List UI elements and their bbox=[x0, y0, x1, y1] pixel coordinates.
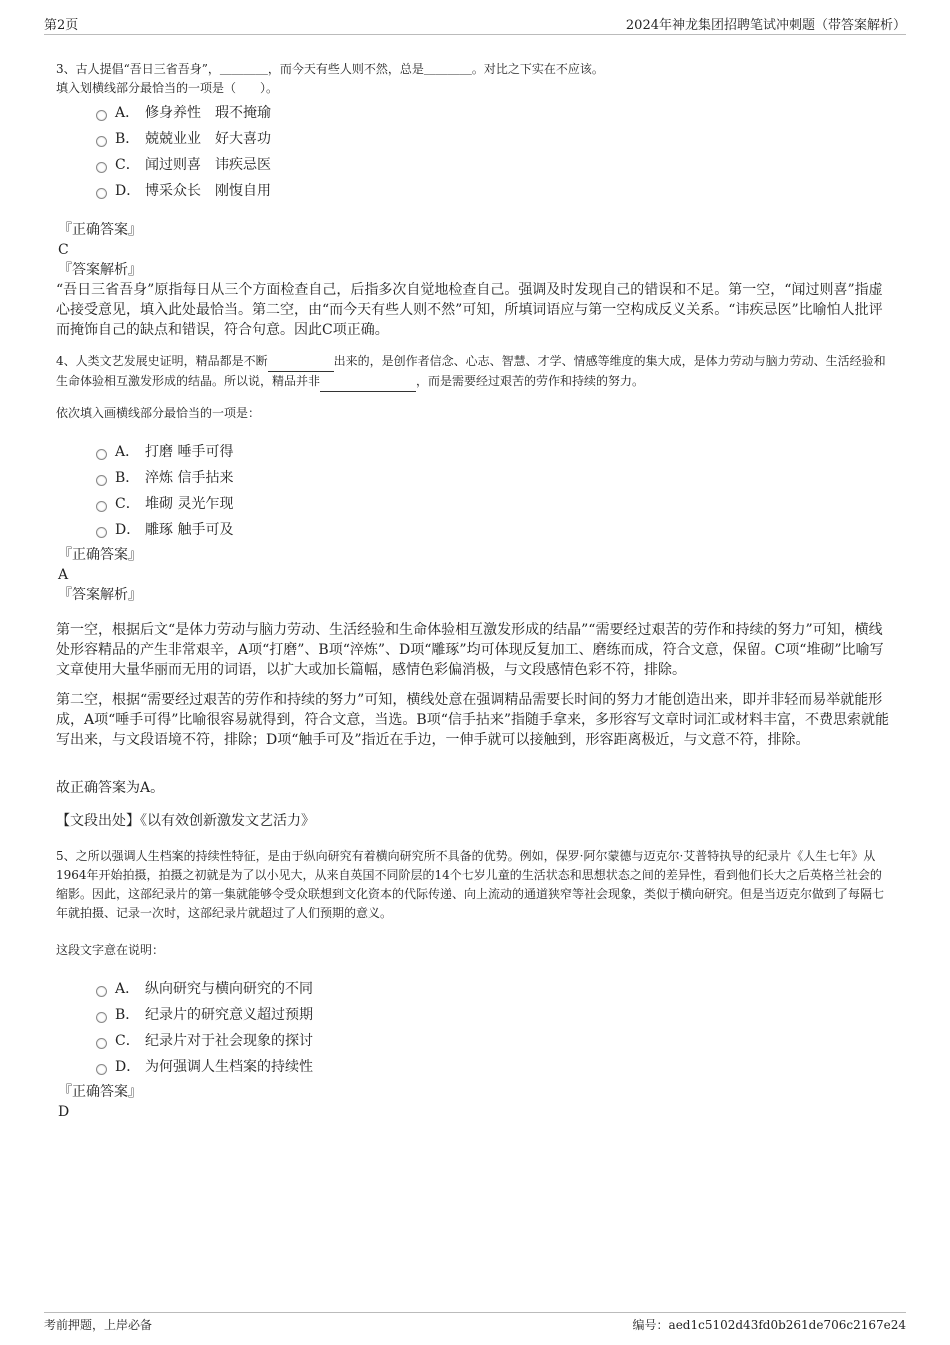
q3-explanation: “吾日三省吾身”原指每日从三个方面检查自己，后指多次自觉地检查自己。强调及时发现自己的错误和不足。第一空，“闻过则喜”指虚心接受意见，填入此处最恰当。第二空，由“而今天有些人则不然”可知，所填词语应与第一空构成反义关系。“讳疾忌医”比喻怕人批评而掩饰自己的缺点和错误，符合句意。因此C项正确。 bbox=[56, 282, 883, 338]
q4-stem-part1: 4、人类文艺发展史证明，精品都是不断 bbox=[56, 354, 268, 368]
option-letter: D． bbox=[115, 183, 141, 199]
radio-icon[interactable] bbox=[96, 475, 107, 486]
q4-explanation-para2: 第二空，根据“需要经过艰苦的劳作和持续的努力”可知，横线处意在强调精品需要长时间的努力才能创造出来，即并非轻而易举就能形成，A项“唾手可得”比喻很容易就得到，符合文意，当选。B项“信手拈来”指随手拿来，多形容写文章时词汇或材料丰富，不费思索就能写出来，与文段语境不符，排除；D项“触手可及”指近在手边，一伸手就可以接触到，形容距离极近，与文意不符，排除。 bbox=[56, 692, 890, 748]
q4-stem bbox=[56, 352, 891, 392]
q5-option-b[interactable] bbox=[96, 1001, 313, 1027]
option-text: 兢兢业业 好大喜功 bbox=[145, 131, 271, 147]
q4-conclusion: 故正确答案为A。 bbox=[56, 780, 165, 796]
option-text: 纪录片的研究意义超过预期 bbox=[145, 1007, 313, 1023]
q4-option-b[interactable] bbox=[96, 464, 233, 490]
option-letter: A． bbox=[115, 981, 140, 997]
q3-answer bbox=[58, 220, 142, 280]
radio-icon[interactable] bbox=[96, 501, 107, 512]
q3-stem bbox=[56, 60, 891, 98]
q5-prompt: 这段文字意在说明： bbox=[56, 943, 165, 957]
option-letter: B． bbox=[115, 1007, 140, 1023]
q3-option-b[interactable] bbox=[96, 125, 271, 151]
page-header bbox=[44, 14, 906, 35]
q3-option-a[interactable] bbox=[96, 99, 271, 125]
q4-option-d[interactable] bbox=[96, 516, 233, 542]
blank-line bbox=[268, 352, 334, 372]
option-letter: D． bbox=[115, 1059, 141, 1075]
option-text: 纪录片对于社会现象的探讨 bbox=[145, 1033, 313, 1049]
option-text: 修身养性 瑕不掩瑜 bbox=[145, 105, 271, 121]
blank-line bbox=[320, 372, 416, 392]
radio-icon[interactable] bbox=[96, 1012, 107, 1023]
q4-options bbox=[96, 438, 233, 542]
document-title: 2024年神龙集团招聘笔试冲刺题（带答案解析） bbox=[625, 18, 906, 33]
footer-slogan: 考前押题，上岸必备 bbox=[44, 1318, 153, 1332]
page-footer bbox=[44, 1312, 906, 1333]
q5-option-c[interactable] bbox=[96, 1027, 313, 1053]
radio-icon[interactable] bbox=[96, 110, 107, 121]
q4-answer bbox=[58, 545, 142, 605]
radio-icon[interactable] bbox=[96, 1038, 107, 1049]
q5-options bbox=[96, 975, 313, 1079]
page-number: 第2页 bbox=[44, 18, 79, 33]
option-text: 打磨 唾手可得 bbox=[145, 444, 234, 460]
option-letter: C． bbox=[115, 1033, 140, 1049]
option-letter: B． bbox=[115, 131, 140, 147]
radio-icon[interactable] bbox=[96, 527, 107, 538]
radio-icon[interactable] bbox=[96, 162, 107, 173]
q5-answer bbox=[58, 1082, 142, 1122]
explanation-label: 『答案解析』 bbox=[58, 587, 142, 603]
radio-icon[interactable] bbox=[96, 136, 107, 147]
option-text: 为何强调人生档案的持续性 bbox=[145, 1059, 313, 1075]
answer-value: A bbox=[58, 567, 69, 583]
q3-options bbox=[96, 99, 271, 203]
radio-icon[interactable] bbox=[96, 1064, 107, 1075]
q5-option-d[interactable] bbox=[96, 1053, 313, 1079]
q4-option-a[interactable] bbox=[96, 438, 233, 464]
option-letter: D． bbox=[115, 522, 141, 538]
q3-option-c[interactable] bbox=[96, 151, 271, 177]
option-text: 淬炼 信手拈来 bbox=[145, 470, 234, 486]
q4-stem-part2: 出来的，是创作者信念、心志、智慧、才学、情感等维度的集大成，是体力劳动与脑力劳动、生活经验和生命体验相互激发形成的结晶。所以说，精品并非 bbox=[56, 354, 886, 388]
answer-label: 『正确答案』 bbox=[58, 222, 142, 238]
option-letter: C． bbox=[115, 157, 140, 173]
q4-prompt: 依次填入画横线部分最恰当的一项是： bbox=[56, 406, 261, 420]
q5-option-a[interactable] bbox=[96, 975, 313, 1001]
radio-icon[interactable] bbox=[96, 986, 107, 997]
option-text: 雕琢 触手可及 bbox=[145, 522, 234, 538]
radio-icon[interactable] bbox=[96, 188, 107, 199]
option-text: 堆砌 灵光乍现 bbox=[145, 496, 234, 512]
explanation-label: 『答案解析』 bbox=[58, 262, 142, 278]
option-letter: A． bbox=[115, 444, 140, 460]
q5-stem: 5、之所以强调人生档案的持续性特征，是由于纵向研究有着横向研究所不具备的优势。例如，保罗·阿尔蒙德与迈克尔·艾普特执导的纪录片《人生七年》从1964年开始拍摄，拍摄之初就是为了以小见大，从来自英国不同阶层的14个七岁儿童的生活状态和思想状态之间的差异性，看到他们长大之后英格兰社会的缩影。因此，这部纪录片的第一集就能够令受众联想到文化资本的代际传递、向上流动的通道狭窄等社会现象，类似于横向研究。但是当迈克尔做到了每隔七年就拍摄、记录一次时，这部纪录片就超过了人们预期的意义。 bbox=[56, 849, 885, 920]
q4-stem-part3: ，而是需要经过艰苦的劳作和持续的努力。 bbox=[416, 374, 645, 388]
q3-option-d[interactable] bbox=[96, 177, 271, 203]
answer-value: C bbox=[58, 242, 69, 258]
q3-stem-line2: 填入划横线部分最恰当的一项是（ ）。 bbox=[56, 81, 279, 95]
option-text: 博采众长 刚愎自用 bbox=[145, 183, 271, 199]
option-letter: C． bbox=[115, 496, 140, 512]
document-id: 编号：aed1c5102d43fd0b261de706c2167e24 bbox=[632, 1318, 906, 1332]
q4-explanation-para1: 第一空，根据后文“是体力劳动与脑力劳动、生活经验和生命体验相互激发形成的结晶”“需要经过艰苦的劳作和持续的努力”可知，横线处形容精品的产生非常艰辛，A项“打磨”、B项“淬炼”、D项“雕琢”均可体现反复加工、磨练而成，符合文意，保留。C项“堆砌”比喻写文章使用大量华丽而无用的词语，以扩大或加长篇幅，感情色彩偏消极，与文段感情色彩不符，排除。 bbox=[56, 622, 884, 678]
option-text: 闻过则喜 讳疾忌医 bbox=[145, 157, 271, 173]
option-text: 纵向研究与横向研究的不同 bbox=[145, 981, 313, 997]
answer-value: D bbox=[58, 1104, 70, 1120]
option-letter: B． bbox=[115, 470, 140, 486]
answer-label: 『正确答案』 bbox=[58, 547, 142, 563]
q4-source: 【文段出处】《以有效创新激发文艺活力》 bbox=[56, 813, 315, 829]
option-letter: A． bbox=[115, 105, 140, 121]
q4-option-c[interactable] bbox=[96, 490, 233, 516]
answer-label: 『正确答案』 bbox=[58, 1084, 142, 1100]
q3-stem-line1: 3、古人提倡“吾日三省吾身”，＿＿＿＿，而今天有些人则不然，总是＿＿＿＿。对比之下实在不应该。 bbox=[56, 62, 604, 76]
radio-icon[interactable] bbox=[96, 449, 107, 460]
